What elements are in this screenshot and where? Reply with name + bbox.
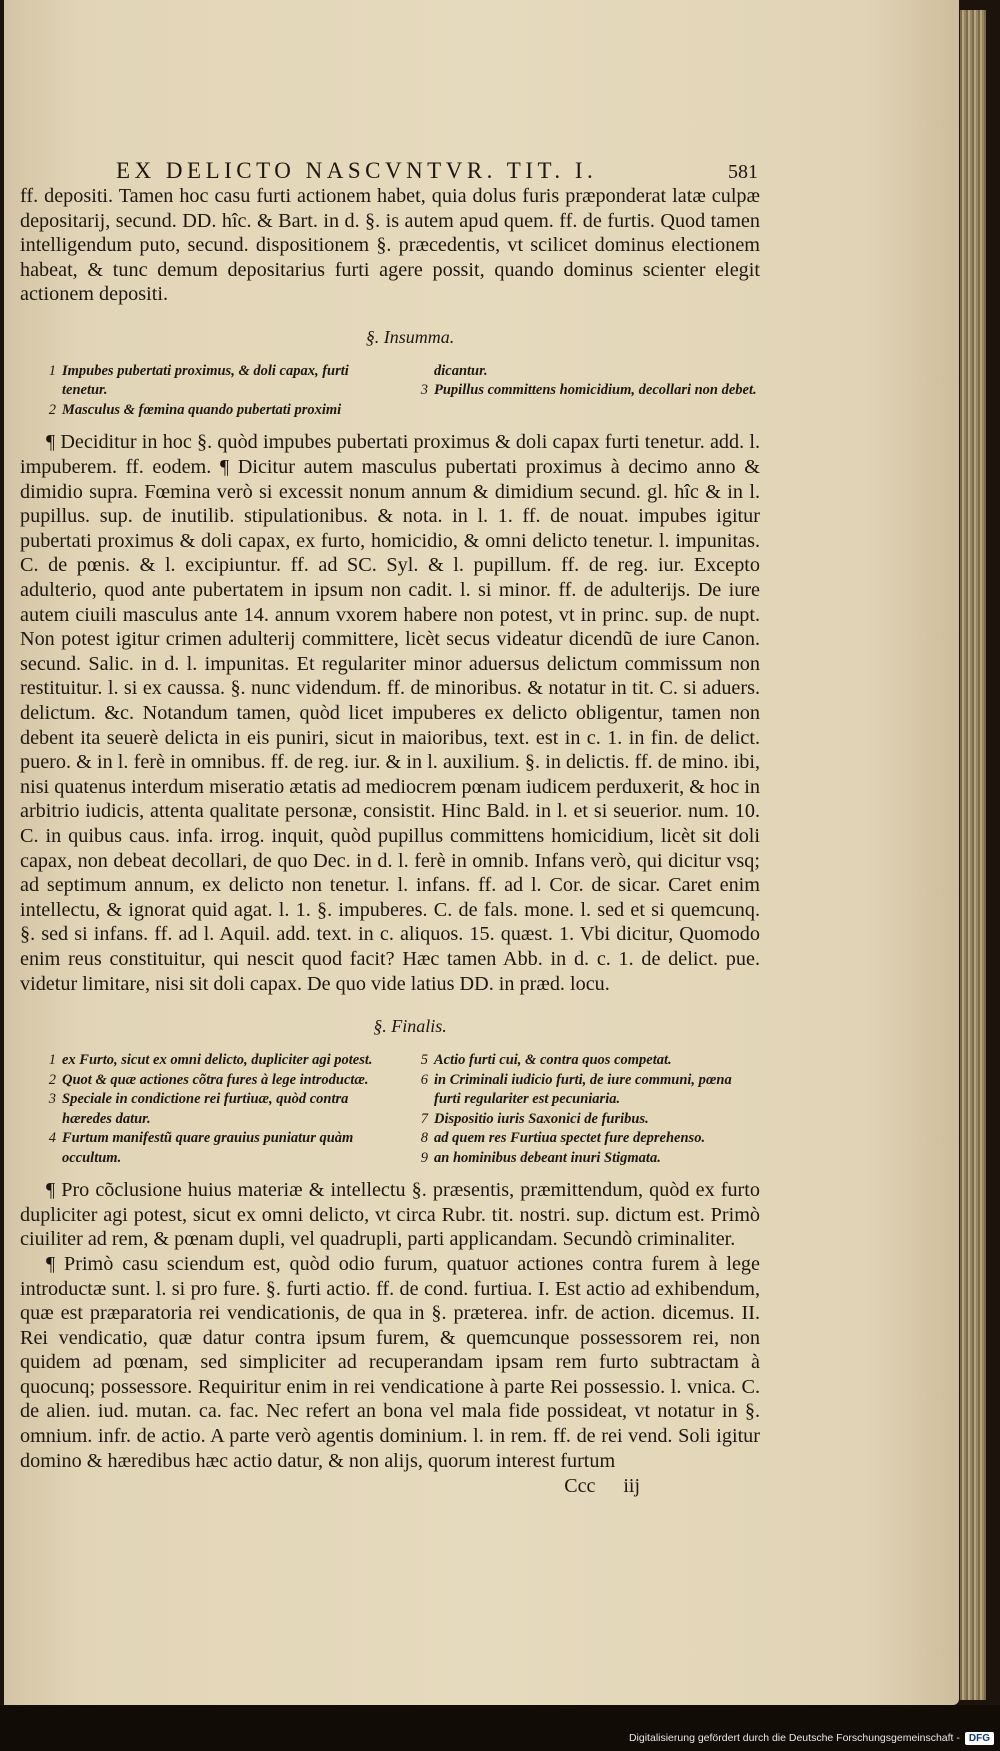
signature-mark bbox=[20, 1475, 760, 1498]
summary-item-number: 1 bbox=[48, 362, 56, 379]
page-content bbox=[20, 158, 760, 1498]
digitization-footer bbox=[629, 1729, 994, 1747]
summary-item-number bbox=[414, 362, 428, 382]
summary-item-text: ex Furto, sicut ex omni delicto, dupliciter agi potest. bbox=[62, 1052, 373, 1069]
summary-column-right bbox=[414, 362, 760, 421]
summary-item bbox=[414, 1129, 760, 1149]
summary-item-number: 2 bbox=[48, 1071, 56, 1088]
paragraph-insumma: ¶ Deciditur in hoc §. quòd impubes pubertati proximus & doli capax furti tenetur. add. l. impuberem. ff. eodem. ¶ Dicitur autem masculus pubertati proximus à decimo anno & dimidio supra. Fœmina verò si excessit nonum annum & dimidium secund. gl. hîc & in l. pupillus. sup. de inutilib. stipulationibus. & nota. in l. 1. ff. de nouat. impubes igitur pubertati proximus & doli capax, ex furto, homicidio, & omni delicto tenetur. l. impunitas. C. de pœnis. & l. excipiuntur. ff. ad SC. Syl. & l. pupillum. ff. de reg. iur. Excepto adulterio, quod ante pubertatem in ipsum non cadit. l. si minor. ff. de adulterijs. De iure autem ciuili masculus ante 14. annum vxorem habere non potest, vt in princ. sup. de nupt. Non potest igitur crimen adulterij committere, licèt secus videatur dicendũ de iure Canon. secund. Salic. in d. l. impunitas. Et regulariter minor aduersus delictum commissum non restituitur. l. si ex caussa. §. nunc videndum. ff. de minoribus. & notatur in tit. C. si aduers. delictum. &c. Notandum tamen, quòd licet impuberes ex delicto obligentur, tamen non debent ita seuerè delicta in eis puniri, sicut in maioribus, text. est in c. 1. in fin. de delict. puero. & in l. ferè in omnibus. ff. de reg. iur. & in l. auxilium. §. in delictis. ff. de mino. ibi, nisi quatenus interdum miseratio ætatis ad mediocrem pœnam iudicem perduxerit, & hoc in arbitrio iudicis, attenta qualitate personæ, consistit. Hinc Bald. in l. et si seuerior. num. 10. C. in quibus caus. infa. irrog. inquit, quòd pupillus committens homicidium, licèt sit doli capax, non debeat decollari, de quo Dec. in d. l. ferè in omnib. Infans verò, qui dicitur vsq; ad septimum annum, ex delicto non tenetur. l. infans. ff. ad l. Cor. de sicar. Caret enim intellectu, & ignorat quid agat. l. 1. §. impuberes. C. de fals. mone. l. sed et si quemcunq. §. sed si infans. ff. ad l. Aquil. add. text. in c. aliquos. 15. quæst. 1. Vbi dicitur, Quomodo enim reus constituitur, qui nescit quod facit? Hæc tamen Abb. in d. c. 1. de delict. pue. videtur limitare, nisi sit doli capax. De quo vide latius DD. in præd. locu. bbox=[20, 431, 760, 995]
summary-item-number: 4 bbox=[48, 1130, 56, 1147]
summary-item-text: dicantur. bbox=[434, 362, 488, 379]
summary-item-text: Impubes pubertati proximus, & doli capax, furti tenetur. bbox=[62, 362, 349, 399]
summary-item bbox=[414, 1071, 760, 1110]
page-number: 581 bbox=[728, 161, 758, 183]
section-title-insumma: §. Insumma. bbox=[365, 326, 455, 347]
signature-letters: Ccc bbox=[564, 1475, 596, 1498]
summary-item-number: 1 bbox=[48, 1052, 56, 1069]
running-head: EX DELICTO NASCVNTVR. TIT. I. bbox=[116, 158, 598, 183]
summary-item bbox=[42, 1129, 388, 1168]
paragraph-finalis-2: ¶ Primò casu sciendum est, quòd odio furum, quatuor actiones contra furem à lege introductæ sunt. l. si pro fure. §. furti actio. ff. de cond. furtiua. I. Est actio ad exhibendum, quæ est præparatoria rei vendicationis, de qua in §. præterea. infr. de action. dicemus. II. Rei vendicatio, quæ datur contra ipsum furem, & quemcunque possessorem rei, non quidem ad pœnam, sed simpliciter ad recuperandam ipsam rem furto subtractam à quocunq; possessore. Requiritur enim in rei vendicatione à parte Rei possessio. l. vnica. C. de alien. iud. mutan. ca. fac. Nec refert an bona vel mala fide possideat, vt notatur in §. omnium. infr. de actio. A parte verò agentis dominium. l. in rem. ff. de rei vend. Soli igitur domino & hæredibus hæc actio datur, & non alijs, quorum interest furtum bbox=[20, 1252, 760, 1472]
dfg-logo: DFG bbox=[965, 1732, 994, 1745]
signature-number: iij bbox=[623, 1475, 640, 1498]
summary-item-number: 3 bbox=[48, 1091, 56, 1108]
summary-item bbox=[414, 362, 760, 382]
summary-item-number: 7 bbox=[420, 1110, 428, 1127]
summary-item-text: Quot & quæ actiones cõtra fures à lege introductæ. bbox=[62, 1071, 369, 1088]
summary-column-right bbox=[414, 1051, 760, 1168]
summary-item bbox=[42, 1051, 388, 1071]
page-header bbox=[20, 158, 760, 184]
paragraph-finalis-1: ¶ Pro cõclusione huius materiæ & intellectu §. præsentis, præmittendum, quòd ex furto dupliciter agi potest, sicut ex omni delicto, vt circa Rubr. tit. nostri. sup. dictum est. Primò ciuiliter ad rem, & pœnam dupli, vel quadrupli, parti applicandam. Secundò criminaliter. bbox=[20, 1179, 760, 1251]
page-edge bbox=[960, 10, 986, 1700]
summary-item-text: Speciale in condictione rei furtiuæ, quòd contra hæredes datur. bbox=[62, 1091, 349, 1127]
summary-item-text: ad quem res Furtiua spectet fure deprehenso. bbox=[434, 1130, 706, 1147]
summary-item-text: Masculus & fœmina quando pubertati proximi bbox=[62, 401, 342, 418]
intro-paragraph: ff. depositi. Tamen hoc casu furti actionem habet, quia dolus furis præponderat latæ culpæ depositarij, secund. DD. hîc. & Bart. in d. §. is autem apud quem. ff. de furtis. Quod tamen intelligendum puto, secund. dispositionem §. præcedentis, vt scilicet dominus electionem habeat, & tunc demum depositarius furti agere possit, quando dominus scienter elegit actionem depositi. bbox=[20, 185, 760, 306]
summary-item-text: Furtum manifestũ quare grauius puniatur quàm occultum. bbox=[62, 1130, 354, 1166]
summary-item bbox=[42, 1090, 388, 1129]
summary-item-number: 5 bbox=[420, 1052, 428, 1069]
footer-text: Digitalisierung gefördert durch die Deutsche Forschungsgemeinschaft - bbox=[628, 1732, 960, 1744]
summary-item-text: an hominibus debeant inuri Stigmata. bbox=[434, 1149, 661, 1166]
summary-item bbox=[414, 1110, 760, 1130]
summary-item bbox=[414, 1149, 760, 1169]
summary-item-number: 2 bbox=[48, 401, 56, 418]
summary-item bbox=[42, 1071, 388, 1091]
summary-item bbox=[42, 401, 388, 421]
summary-item bbox=[414, 381, 760, 401]
summary-item-text: Pupillus committens homicidium, decollari non debet. bbox=[434, 382, 757, 399]
summary-item-number: 3 bbox=[420, 382, 428, 399]
summary-insumma bbox=[20, 362, 760, 421]
summary-item-text: Actio furti cui, & contra quos competat. bbox=[434, 1052, 672, 1069]
summary-item bbox=[414, 1051, 760, 1071]
summary-item bbox=[42, 362, 388, 401]
summary-item-number: 8 bbox=[420, 1130, 428, 1147]
section-title-finalis: §. Finalis. bbox=[373, 1016, 447, 1037]
summary-column-left bbox=[42, 362, 388, 421]
summary-item-text: in Criminali iudicio furti, de iure communi, pœna furti regulariter est pecuniaria. bbox=[434, 1071, 732, 1108]
summary-column-left bbox=[42, 1051, 388, 1168]
summary-item-number: 9 bbox=[420, 1149, 428, 1166]
summary-item-number: 6 bbox=[420, 1071, 428, 1088]
summary-item-text: Dispositio iuris Saxonici de furibus. bbox=[434, 1110, 649, 1127]
summary-finalis bbox=[20, 1051, 760, 1168]
